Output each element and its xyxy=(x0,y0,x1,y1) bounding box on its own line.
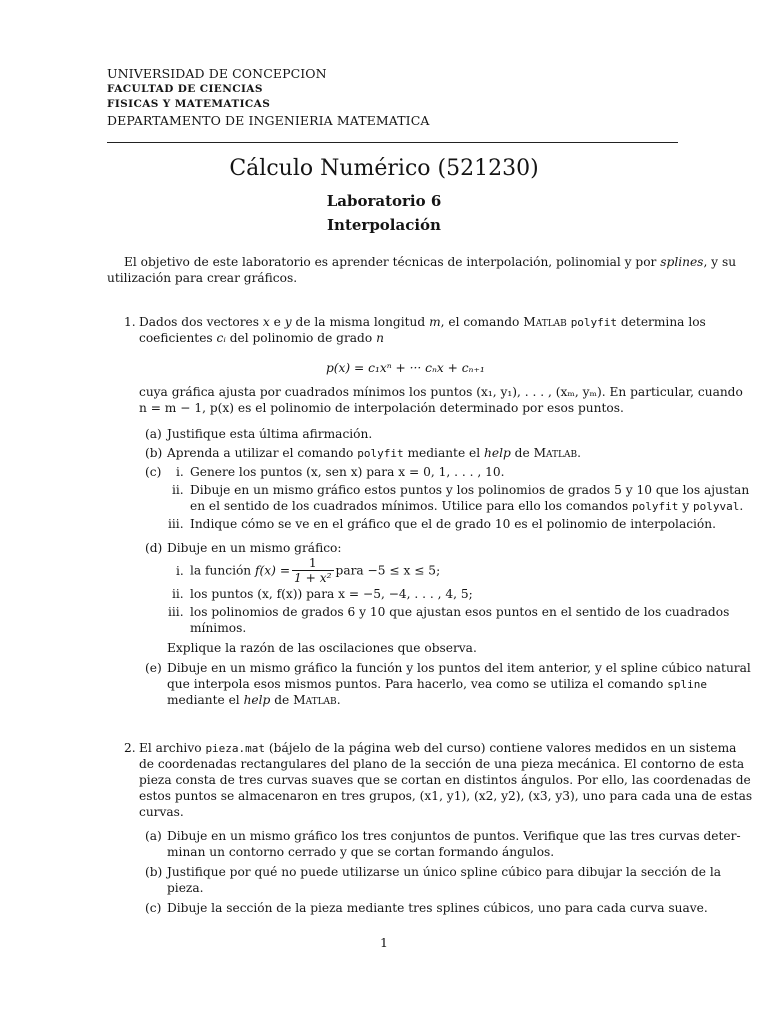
problem-2-line-2: de coordenadas rectangulares del plano de la sección de una pieza mecánica. El contorno de esta xyxy=(139,757,745,771)
item-1a-label: (a) xyxy=(145,427,162,441)
polynomial-formula: p(x) = c₁xⁿ + ··· cₙx + cₙ₊₁ xyxy=(326,361,485,375)
problem-1-line-2: coeficientes cᵢ del polinomio de grado n xyxy=(139,331,384,345)
department-name: DEPARTAMENTO DE INGENIERIA MATEMATICA xyxy=(107,112,430,128)
item-2b-line-1: Justifique por qué no puede utilizarse un único spline cúbico para dibujar la sección de la xyxy=(167,865,722,879)
header-rule xyxy=(107,142,678,143)
problem-2-number: 2. xyxy=(124,741,136,755)
intro-line-2: utilización para crear gráficos. xyxy=(107,271,298,285)
faculty-name: FACULTAD DE CIENCIAS xyxy=(107,82,263,95)
item-2a-label: (a) xyxy=(145,829,162,843)
problem-2-line-5: curvas. xyxy=(139,805,184,819)
item-1c-ii-line-2: en el sentido de los cuadrados mínimos. Utilice para ello los comandos polyfit y polyval. xyxy=(190,499,744,513)
item-1c-ii-label: ii. xyxy=(172,483,184,497)
item-2b-label: (b) xyxy=(145,865,163,879)
problem-2-line-4: estos puntos se almacenaron en tres grupos, (x1, y1), (x2, y2), (x3, y3), uno para cada una de estas xyxy=(139,789,753,803)
institution-header xyxy=(107,66,430,128)
problem-1-line-3: cuya gráfica ajusta por cuadrados mínimos los puntos (x₁, y₁), . . . , (xₘ, yₘ). En particular, cuando xyxy=(139,385,743,399)
item-2b-line-2: pieza. xyxy=(167,881,204,895)
lab-number: Laboratorio 6 xyxy=(326,192,442,210)
lab-topic: Interpolación xyxy=(327,216,441,234)
item-1d-i-label: i. xyxy=(176,564,184,578)
item-1e-line-2: que interpola esos mismos puntos. Para hacerlo, vea como se utiliza el comando spline xyxy=(167,677,707,691)
item-1d-i-text: la función f(x) = $\frac{1}{\text{1 + x²}}$ para −5 ≤ x ≤ 5; xyxy=(190,556,441,585)
item-1d-label: (d) xyxy=(145,541,163,555)
item-1c-label: (c) xyxy=(145,465,162,479)
item-1b-label: (b) xyxy=(145,446,163,460)
page-number: 1 xyxy=(380,935,388,950)
item-2a-line-1: Dibuje en un mismo gráfico los tres conjuntos de puntos. Verifique que las tres curvas deter- xyxy=(167,829,741,843)
item-2a-line-2: minan un contorno cerrado y que se cortan formando ángulos. xyxy=(167,845,555,859)
item-1e-line-1: Dibuje en un mismo gráfico la función y los puntos del item anterior, y el spline cúbico natural xyxy=(167,661,751,675)
item-2c-label: (c) xyxy=(145,901,162,915)
item-1d-ii-label: ii. xyxy=(172,587,184,601)
item-1d-iii-line-1: los polinomios de grados 6 y 10 que ajustan esos puntos en el sentido de los cuadrados xyxy=(190,605,730,619)
item-1a-text: Justifique esta última afirmación. xyxy=(167,427,373,441)
item-1d-iii-label: iii. xyxy=(168,605,184,619)
item-1e-label: (e) xyxy=(145,661,162,675)
item-1c-iii-text: Indique cómo se ve en el gráfico que el de grado 10 es el polinomio de interpolación. xyxy=(190,517,716,531)
item-1d-text: Dibuje en un mismo gráfico: xyxy=(167,541,342,555)
item-1c-iii-label: iii. xyxy=(168,517,184,531)
item-1d-iii-line-2: mínimos. xyxy=(190,621,247,635)
function-fraction: $\frac{1}{\text{1 + x²}}$ xyxy=(294,556,332,585)
problem-2-line-3: pieza consta de tres curvas suaves que se cortan en distintos ángulos. Por ello, las coordenadas de xyxy=(139,773,751,787)
item-2c-text: Dibuje la sección de la pieza mediante tres splines cúbicos, uno para cada curva suave. xyxy=(167,901,708,915)
item-1c-ii-line-1: Dibuje en un mismo gráfico estos puntos y los polinomios de grados 5 y 10 que los ajustan xyxy=(190,483,750,497)
university-name: UNIVERSIDAD DE CONCEPCION xyxy=(107,66,327,81)
item-1d-ii-text: los puntos (x, f(x)) para x = −5, −4, . . . , 4, 5; xyxy=(190,587,473,601)
item-1c-i-label: i. xyxy=(176,465,184,479)
problem-2-line-1: El archivo pieza.mat (bájelo de la página web del curso) contiene valores medidos en un sistema xyxy=(139,741,737,755)
problem-1-number: 1. xyxy=(124,315,136,329)
intro-line-1: El objetivo de este laboratorio es aprender técnicas de interpolación, polinomial y por splines, y su xyxy=(124,255,737,269)
problem-1-line-4: n = m − 1, p(x) es el polinomio de interpolación determinado por esos puntos. xyxy=(139,401,624,415)
problem-1-line-1: Dados dos vectores x e y de la misma longitud m, el comando Matlab polyfit determina los xyxy=(139,315,706,329)
item-1d-explain: Explique la razón de las oscilaciones que observa. xyxy=(167,641,477,655)
item-1e-line-3: mediante el help de Matlab. xyxy=(167,693,341,707)
course-title: Cálculo Numérico (521230) xyxy=(229,156,539,181)
item-1b-text: Aprenda a utilizar el comando polyfit mediante el help de Matlab. xyxy=(167,446,582,460)
faculty-name-2: FISICAS Y MATEMATICAS xyxy=(107,98,271,110)
item-1c-i-text: Genere los puntos (x, sen x) para x = 0, 1, . . . , 10. xyxy=(190,465,505,479)
